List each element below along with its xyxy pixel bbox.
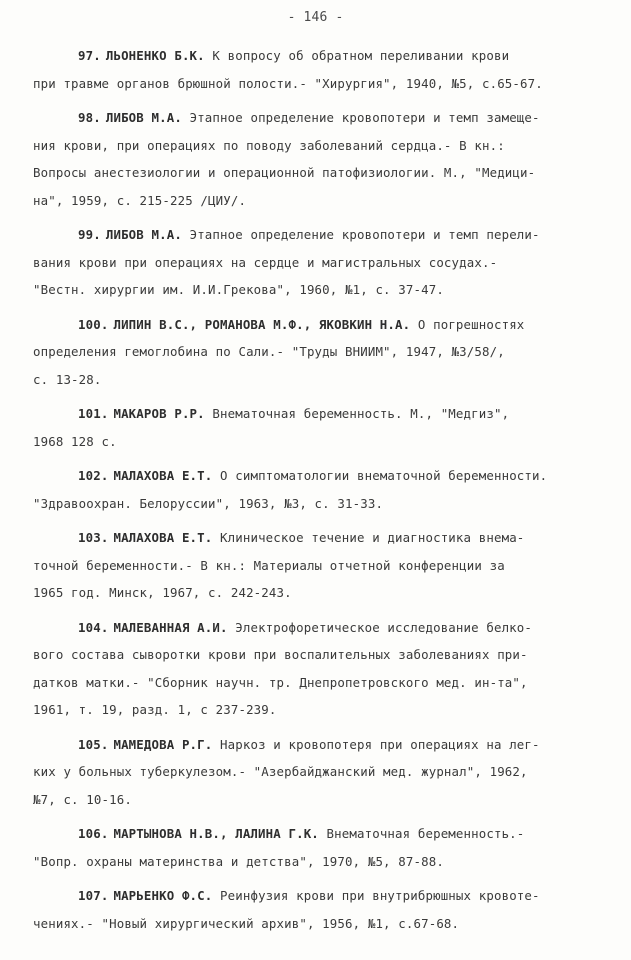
entry-text: 1968 128 с. (33, 433, 117, 449)
entry-text: ния крови, при операциях по поводу заболеваний сердца.- В кн.: (33, 137, 505, 153)
entry-number: 104. (78, 619, 109, 635)
entry-authors: ЛИПИН В.С., РОМАНОВА М.Ф., ЯКОВКИН Н.А. (113, 316, 411, 332)
entry-text: с. 13-28. (33, 371, 102, 387)
entry-line (0, 669, 631, 697)
entry-first-line (0, 221, 631, 249)
page-number: - 146 - (287, 10, 344, 25)
bibliography-entry (0, 524, 631, 607)
entry-first-line (0, 731, 631, 759)
entry-authors: МАЛЕВАННАЯ А.И. (113, 619, 228, 635)
entry-number: 97. (78, 48, 101, 63)
entry-line (0, 249, 631, 277)
entry-number: 101. (78, 406, 109, 421)
entry-text: при травме органов брюшной полости.- "Хирургия", 1940, №5, с.65-67. (33, 75, 543, 91)
entry-text: №7, с. 10-16. (33, 791, 132, 807)
entry-number: 107. (78, 888, 109, 903)
entry-text: 1965 год. Минск, 1967, с. 242-243. (33, 585, 292, 600)
entry-first-line (0, 614, 631, 642)
entry-number: 102. (78, 468, 109, 483)
entry-line (0, 428, 631, 456)
bibliography-entry (0, 731, 631, 814)
entry-first-line (0, 462, 631, 490)
bibliography-entry (0, 42, 631, 97)
entry-text: чениях.- "Новый хирургический архив", 1956, №1, с.67-68. (33, 915, 460, 931)
entry-first-line (0, 882, 631, 910)
bibliography-list (0, 42, 631, 944)
entry-number: 98. (78, 110, 101, 125)
entry-text: ких у больных туберкулезом.- "Азербайджанский мед. журнал", 1962, (33, 764, 528, 779)
entry-number: 103. (78, 530, 109, 545)
entry-number: 105. (78, 736, 109, 752)
bibliography-entry (0, 400, 631, 455)
entry-line (0, 132, 631, 160)
entry-text: вого состава сыворотки крови при воспалительных заболеваниях при- (33, 647, 528, 662)
bibliography-entry (0, 462, 631, 517)
bibliography-entry (0, 311, 631, 394)
entry-text: Этапное определение кровопотери и темп замеще- (189, 110, 540, 125)
bibliography-entry (0, 221, 631, 304)
entry-number: 106. (78, 826, 109, 841)
entry-text: Клиническое течение и диагностика внема- (220, 530, 525, 545)
entry-line (0, 696, 631, 724)
entry-authors: МАКАРОВ Р.Р. (113, 406, 205, 421)
entry-text: Электрофоретическое исследование белко- (235, 619, 533, 635)
entry-number: 99. (78, 227, 101, 242)
entry-text: "Здравоохран. Белоруссии", 1963, №3, с. 31-33. (33, 495, 384, 511)
entry-line (0, 159, 631, 187)
entry-text: Реинфузия крови при внутрибрюшных кровоте- (220, 888, 540, 903)
entry-first-line (0, 524, 631, 552)
entry-first-line (0, 42, 631, 70)
bibliography-entry (0, 882, 631, 937)
entry-text: определения гемоглобина по Сали.- "Труды ВНИИМ", 1947, №3/58/, (33, 344, 505, 359)
entry-authors: МАЛАХОВА Е.Т. (113, 530, 213, 545)
entry-text: датков матки.- "Сборник научн. тр. Днепропетровского мед. ин-та", (33, 674, 528, 690)
entry-line (0, 786, 631, 814)
entry-text: Этапное определение кровопотери и темп перели- (189, 227, 540, 242)
entry-line (0, 276, 631, 304)
entry-authors: МАЛАХОВА Е.Т. (113, 468, 213, 483)
entry-authors: МАРЬЕНКО Ф.С. (113, 888, 213, 903)
entry-text: на", 1959, с. 215-225 /ЦИУ/. (33, 192, 247, 208)
entry-authors: ЛЬОНЕНКО Б.К. (105, 48, 205, 63)
entry-line (0, 366, 631, 394)
entry-first-line (0, 820, 631, 848)
entry-line (0, 490, 631, 518)
entry-text: "Вестн. хирургии им. И.И.Грекова", 1960, №1, с. 37-47. (33, 282, 444, 297)
entry-text: "Вопр. охраны материнства и детства", 1970, №5, 87-88. (33, 853, 444, 869)
entry-authors: ЛИБОВ М.А. (105, 110, 182, 125)
entry-text: О симптоматологии внематочной беременности. (220, 468, 548, 483)
bibliography-entry (0, 104, 631, 214)
entry-authors: МАРТЫНОВА Н.В., ЛАЛИНА Г.К. (113, 826, 319, 841)
entry-authors: МАМЕДОВА Р.Г. (113, 736, 213, 752)
entry-text: 1961, т. 19, разд. 1, с 237-239. (33, 702, 277, 717)
entry-line (0, 848, 631, 876)
entry-text: О погрешностях (417, 316, 525, 332)
entry-text: К вопросу об обратном переливании крови (212, 48, 510, 63)
entry-text: Внематочная беременность. М., "Медгиз", (212, 406, 510, 421)
entry-first-line (0, 400, 631, 428)
entry-line (0, 641, 631, 669)
entry-number: 100. (78, 316, 109, 332)
entry-first-line (0, 104, 631, 132)
entry-text: Вопросы анестезиологии и операционной патофизиологии. М., "Медици- (33, 165, 536, 180)
entry-line (0, 579, 631, 607)
entry-line (0, 758, 631, 786)
entry-line (0, 338, 631, 366)
entry-text: Внематочная беременность.- (326, 826, 525, 841)
entry-authors: ЛИБОВ М.А. (105, 227, 182, 242)
bibliography-entry (0, 820, 631, 875)
entry-line (0, 70, 631, 98)
entry-text: вания крови при операциях на сердце и магистральных сосудах.- (33, 254, 498, 270)
entry-text: точной беременности.- В кн.: Материалы отчетной конференции за (33, 557, 505, 573)
entry-line (0, 552, 631, 580)
entry-text: Наркоз и кровопотеря при операциях на лег- (220, 736, 540, 752)
entry-first-line (0, 311, 631, 339)
entry-line (0, 910, 631, 938)
bibliography-entry (0, 614, 631, 724)
entry-line (0, 187, 631, 215)
